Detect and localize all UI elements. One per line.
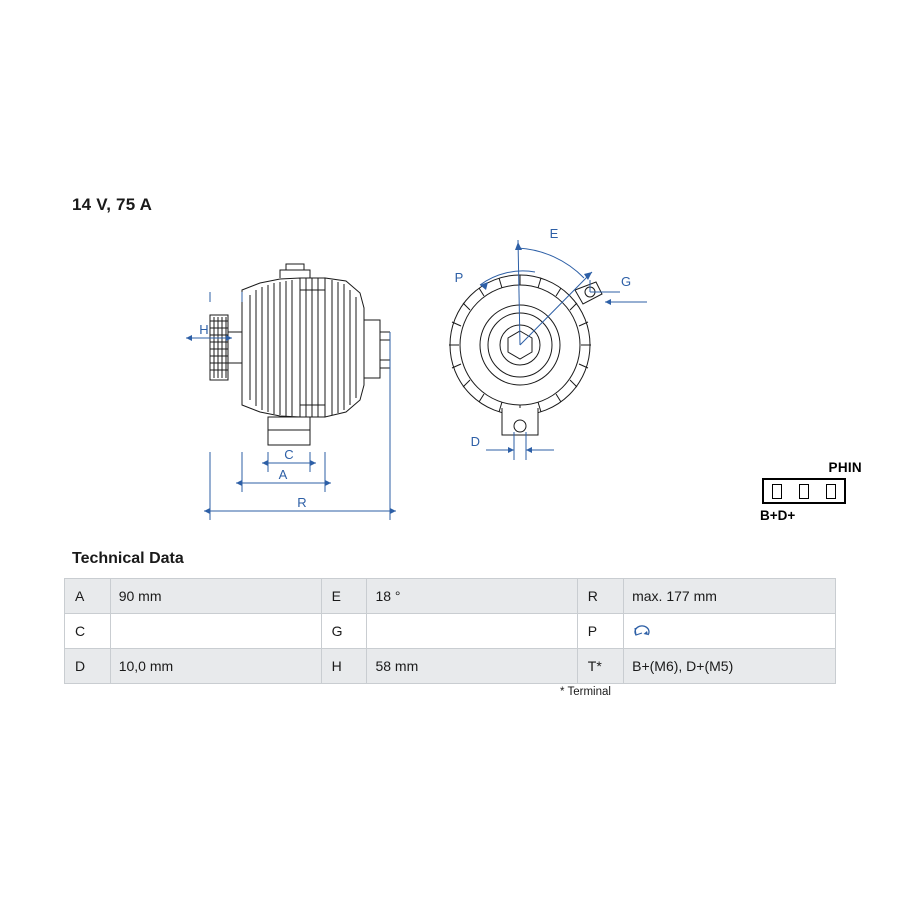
table-cell-key: G [321, 614, 367, 649]
table-cell-key: E [321, 579, 367, 614]
table-cell-key: T* [577, 649, 623, 684]
table-row [65, 649, 836, 684]
drawing-svg [150, 220, 770, 540]
side-view [210, 264, 390, 445]
table-cell-value: 10,0 mm [110, 649, 321, 684]
connector-terminals: B+D+ [760, 508, 796, 523]
table-footnote: * Terminal [560, 686, 611, 698]
table-cell-value: max. 177 mm [624, 579, 836, 614]
connector-pin-housing [762, 478, 846, 504]
technical-data-table [64, 578, 836, 684]
table-cell-value-rotation [624, 614, 836, 649]
table-cell-key: R [577, 579, 623, 614]
table-cell-value [367, 614, 577, 649]
page-title: 14 V, 75 A [72, 195, 153, 214]
table-row [65, 614, 836, 649]
table-cell-value: B+(M6), D+(M5) [624, 649, 836, 684]
table-cell-key: D [65, 649, 111, 684]
front-view [449, 275, 602, 435]
dim-label-P: P [454, 270, 464, 285]
connector-name: PHIN [828, 460, 862, 475]
table-cell-key: A [65, 579, 111, 614]
dim-label-R: R [297, 495, 307, 510]
dim-label-D: D [470, 434, 480, 449]
dim-label-E: E [549, 226, 559, 241]
alternator-technical-drawing [150, 220, 770, 540]
table-cell-key: C [65, 614, 111, 649]
dim-label-G: G [620, 274, 632, 289]
connector-block [748, 460, 868, 523]
connector-pin [772, 484, 782, 499]
table-cell-value: 90 mm [110, 579, 321, 614]
table-cell-key: P [577, 614, 623, 649]
table-cell-value: 58 mm [367, 649, 577, 684]
table-cell-value [110, 614, 321, 649]
technical-data-heading: Technical Data [72, 550, 184, 567]
dim-label-C: C [284, 447, 294, 462]
table-cell-key: H [321, 649, 367, 684]
dim-label-H: H [199, 322, 209, 337]
connector-pin [826, 484, 836, 499]
table-row [65, 579, 836, 614]
rotation-icon [632, 624, 654, 640]
table-cell-value: 18 ° [367, 579, 577, 614]
connector-pin [799, 484, 809, 499]
dim-label-A: A [278, 467, 288, 482]
